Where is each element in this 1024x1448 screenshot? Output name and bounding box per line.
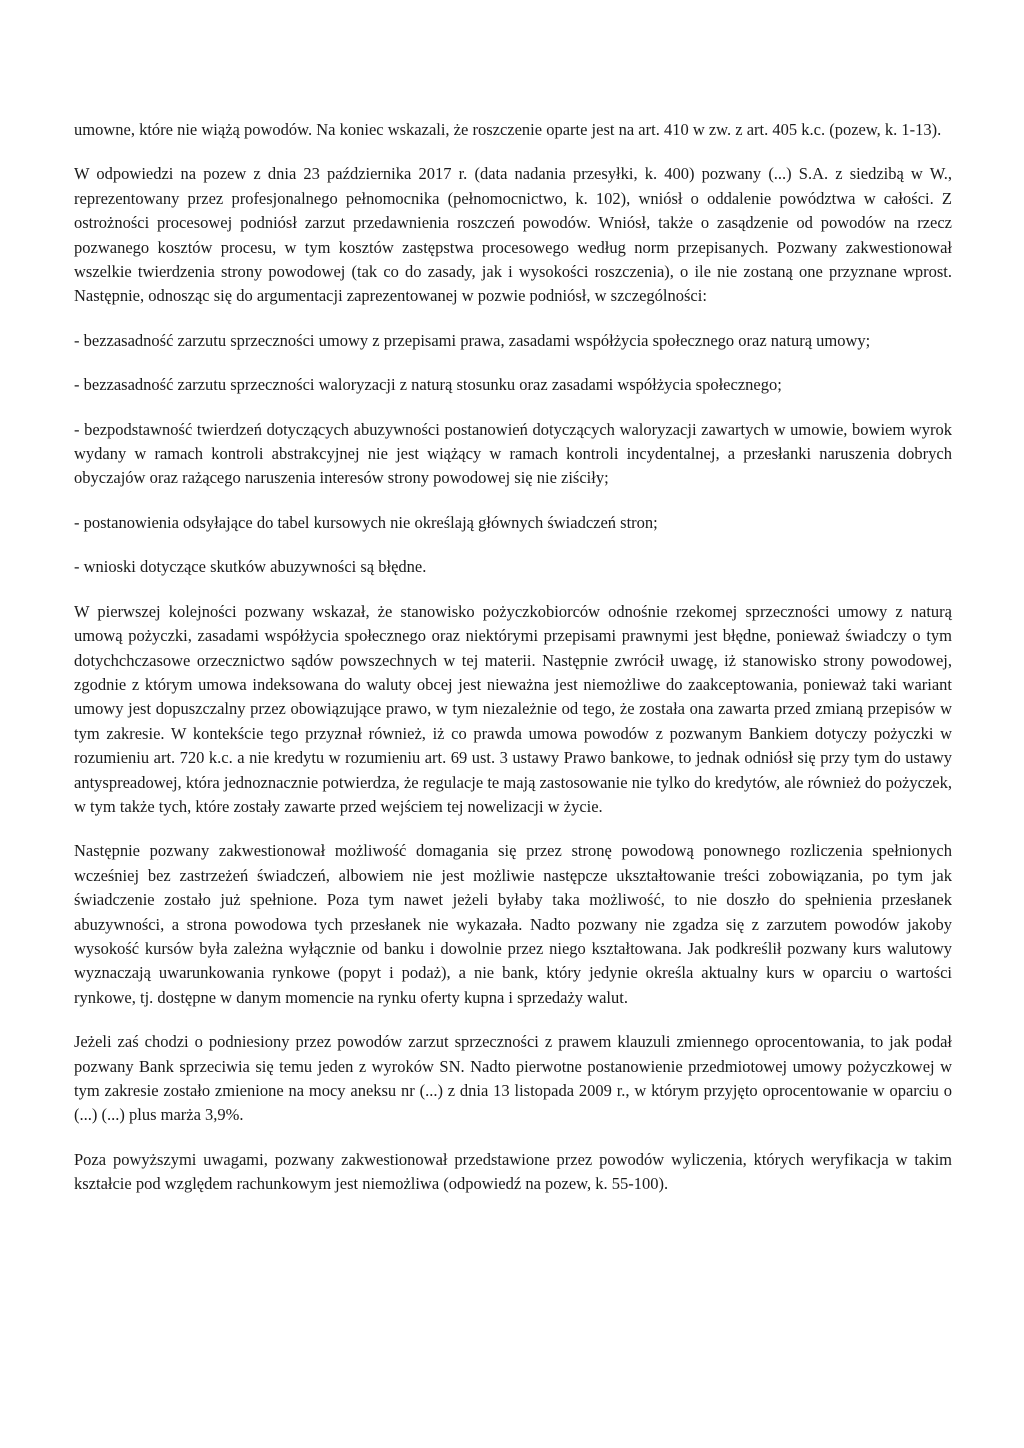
paragraph-settlement-dispute: Następnie pozwany zakwestionował możliwość domagania się przez stronę powodową ponownego rozliczenia spełnionych wcześniej bez zastrzeżeń świadczeń, albowiem nie jest możliwie następcze ukształtowanie treści zobowiązania, po tym jak świadczenie zostało już spełnione. Poza tym nawet jeżeli byłaby taka możliwość, to nie doszło do spełnienia przesłanek abuzywności, a strona powodowa tych przesłanek nie wykazała. Nadto pozwany nie zgadza się z zarzutem powodów jakoby wysokość kursów była zależna wyłącznie od banku i dowolnie przez niego kształtowana. Jak podkreślił pozwany kurs walutowy wyznaczają uwarunkowania rynkowe (popyt i podaż), a nie bank, który jedynie określa aktualny kurs w oparciu o wartości rynkowe, tj. dostępne w danym momencie na rynku oferty kupna i sprzedaży walut. bbox=[74, 841, 952, 1007]
list-item-valorization: - bezzasadność zarzutu sprzeczności waloryzacji z naturą stosunku oraz zasadami współżycia społecznego; bbox=[74, 375, 782, 395]
paragraph-defendant-response: W odpowiedzi na pozew z dnia 23 października 2017 r. (data nadania przesyłki, k. 400) pozwany (...) S.A. z siedzibą w W., reprezentowany przez profesjonalnego pełnomocnika (pełnomocnictwo, k. 102), wniósł o oddalenie powództwa w całości. Z ostrożności procesowej podniósł zarzut przedawnienia roszczeń powodów. Wniósł, także o zasądzenie od powodów na rzecz pozwanego kosztów procesu, w tym kosztów zastępstwa procesowego według norm przepisanych. Pozwany zakwestionował wszelkie twierdzenia strony powodowej (tak co do zasady, jak i wysokości roszczenia), o ile nie zostaną one przyznane wprost. Następnie, odnosząc się do argumentacji zaprezentowanej w pozwie podniósł, w szczególności: bbox=[74, 164, 952, 306]
document-body bbox=[74, 118, 952, 1217]
list-item-exchange-tables: - postanowienia odsyłające do tabel kursowych nie określają głównych świadczeń stron; bbox=[74, 512, 658, 532]
paragraph-calculations: Poza powyższymi uwagami, pozwany zakwestionował przedstawione przez powodów wyliczenia, których weryfikacja w takim kształcie pod względem rachunkowym jest niemożliwa (odpowiedź na pozew, k. 55-100). bbox=[74, 1149, 952, 1194]
list-item-abusiveness-claims: - bezpodstawność twierdzeń dotyczących abuzywności postanowień dotyczących waloryzacji zawartych w umowie, bowiem wyrok wydany w ramach kontroli abstrakcyjnej nie jest wiążący w ramach kontroli incydentalnej, a przesłanki naruszenia dobrych obyczajów oraz rażącego naruszenia interesów strony powodowej się nie ziściły; bbox=[74, 419, 952, 488]
list-item-effects-conclusions: - wnioski dotyczące skutków abuzywności są błędne. bbox=[74, 557, 427, 577]
paragraph-variable-interest: Jeżeli zaś chodzi o podniesiony przez powodów zarzut sprzeczności z prawem klauzuli zmiennego oprocentowania, to jak podał pozwany Bank sprzeciwia się temu jeden z wyroków SN. Nadto pierwotne postanowienie przedmiotowej umowy pożyczkowej w tym zakresie zostało zmienione na mocy aneksu nr (...) z dnia 13 listopada 2009 r., w którym przyjęto oprocentowanie w oparciu o (...) (...) plus marża 3,9%. bbox=[74, 1032, 952, 1125]
paragraph-loan-agreement: W pierwszej kolejności pozwany wskazał, że stanowisko pożyczkobiorców odnośnie rzekomej sprzeczności umowy z naturą umową pożyczki, zasadami współżycia społecznego oraz niektórymi przepisami prawnymi jest błędne, ponieważ świadczy o tym dotychchczasowe orzecznictwo sądów powszechnych w tej materii. Następnie zwrócił uwagę, iż stanowisko strony powodowej, zgodnie z którym umowa indeksowana do waluty obcej jest nieważna jest niemożliwe do zaakceptowania, ponieważ taki wariant umowy jest dopuszczalny przez obowiązujące prawo, w tym niezależnie od tego, że została ona zawarta przed zmianą przepisów w tym zakresie. W kontekście tego przyznał również, iż co prawda umowa powodów z pozwanym Bankiem dotyczy pożyczki w rozumieniu art. 720 k.c. a nie kredytu w rozumieniu art. 69 ust. 3 ustawy Prawo bankowe, to jednak odniósł się przy tym do ustawy antyspreadowej, która jednoznacznie potwierdza, że regulacje te mają zastosowanie nie tylko do kredytów, ale również do pożyczek, w tym także tych, które zostały zawarte przed wejściem tej nowelizacji w życie. bbox=[74, 601, 952, 816]
list-item-contract-contradiction: - bezzasadność zarzutu sprzeczności umowy z przepisami prawa, zasadami współżycia społecznego oraz naturą umowy; bbox=[74, 330, 871, 350]
paragraph-claim-basis: umowne, które nie wiążą powodów. Na koniec wskazali, że roszczenie oparte jest na art. 410 w zw. z art. 405 k.c. (pozew, k. 1-13). bbox=[74, 120, 942, 139]
